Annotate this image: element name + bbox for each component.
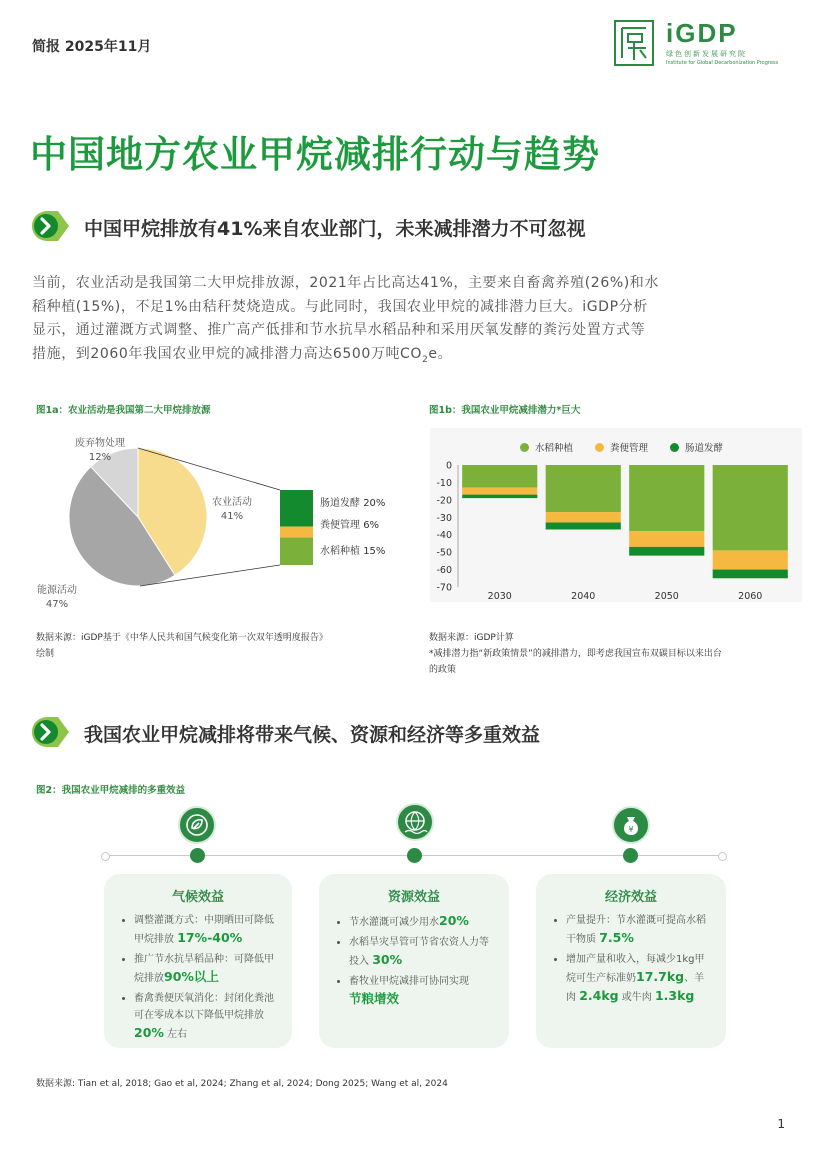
card-title: 气候效益 <box>171 890 224 905</box>
section-arrow-icon <box>30 210 70 242</box>
fig2-caption: 图2：我国农业甲烷减排的多重效益 <box>36 785 186 796</box>
x-tick-label: 2040 <box>571 591 596 602</box>
fig1b-source: 数据来源：iGDP计算 *减排潜力指“新政策情景”的减排潜力，即考虑我国宣布双碳目标以来出台 的政策 <box>429 633 722 675</box>
section-arrow-icon <box>30 716 70 748</box>
breakdown-segment <box>280 490 313 527</box>
y-tick-label: -40 <box>436 530 452 542</box>
pie-label-name: 农业活动 <box>212 497 252 508</box>
pie-label-name: 能源活动 <box>37 585 77 596</box>
bar-segment <box>546 512 621 522</box>
leaf-cycle-icon <box>178 806 216 844</box>
intro-last-suffix: e。 <box>428 345 453 362</box>
list-item: • 节水灌溉可减少用水20% <box>349 912 495 931</box>
page-title: 中国地方农业甲烷减排行动与趋势 <box>30 133 600 176</box>
bar-segment <box>546 465 621 512</box>
timeline-node <box>190 848 205 863</box>
bar-segment <box>462 465 537 488</box>
x-tick-label: 2030 <box>487 591 512 602</box>
globe-water-icon <box>396 803 434 841</box>
bar-segment <box>462 495 537 498</box>
legend-item: 粪便管理 <box>595 440 648 454</box>
fig1a-source: 数据来源：iGDP基于《中华人民共和国气候变化第一次双年透明度报告》 绘制 <box>36 633 328 659</box>
bar-segment <box>713 550 788 569</box>
list-item: • 调整灌溉方式：中期晒田可降低甲烷排放 17%-40% <box>134 912 278 948</box>
breakdown-segment <box>280 538 313 565</box>
bar-segment <box>713 570 788 579</box>
list-item: • 产量提升：节水灌溉可提高水稻干物质 7.5% <box>566 912 712 948</box>
list-item: • 畜牧业甲烷减排可协同实现 节粮增效 <box>349 973 495 1009</box>
card-title: 资源效益 <box>387 890 440 905</box>
list-item: • 畜禽粪便厌氧消化：封闭化粪池可在零成本以下降低甲烷排放 20% 左右 <box>134 990 278 1043</box>
card-list <box>550 912 712 1009</box>
breakdown-segment <box>280 527 313 538</box>
list-item: • 推广节水抗旱稻品种：可降低甲烷排放90%以上 <box>134 951 278 987</box>
timeline-node <box>623 848 638 863</box>
pie-label-name: 废弃物处理 <box>75 438 125 449</box>
intro-line: 当前，农业活动是我国第二大甲烷排放源，2021年占比高达41%，主要来自畜禽养殖(26%)和水 <box>32 275 659 291</box>
timeline-end-dot <box>718 852 727 861</box>
money-bag-icon <box>612 806 650 844</box>
y-tick-label: -30 <box>436 512 452 524</box>
card-list <box>333 912 495 1012</box>
brief-label: 简报 2025年11月 <box>32 39 152 55</box>
x-tick-label: 2050 <box>654 591 679 602</box>
igdp-logo <box>614 20 789 70</box>
y-tick-label: -20 <box>436 495 452 507</box>
pie-label-value: 12% <box>88 452 112 463</box>
bar-segment <box>629 465 704 531</box>
fig1b-legend <box>520 440 723 454</box>
section1-title: 中国甲烷排放有41%来自农业部门，未来减排潜力不可忽视 <box>84 218 586 240</box>
benefit-card-resource <box>319 874 509 1048</box>
card-list <box>118 912 278 1046</box>
intro-paragraph <box>32 272 784 372</box>
logo-chinese-name: 绿色创新发展研究院 <box>666 50 747 58</box>
y-tick-label: 0 <box>445 460 452 472</box>
bar-segment <box>629 531 704 547</box>
benefit-card-economic <box>536 874 726 1048</box>
bar-segment <box>629 547 704 556</box>
bar-segment <box>713 465 788 550</box>
intro-line: 稻种植(15%)，不足1%由秸秆焚烧造成。与此同时，我国农业甲烷的减排潜力巨大。iGDP分析 <box>32 298 648 315</box>
list-item: • 水稻旱灾旱管可节省农资人力等投入 30% <box>349 934 495 970</box>
igdp-seal-icon <box>614 20 654 66</box>
intro-last-text: 措施，到2060年我国农业甲烷的减排潜力高达6500万吨CO <box>32 345 423 362</box>
y-tick-label: -70 <box>436 582 452 594</box>
pie-label-agri <box>212 496 252 524</box>
pie-label-waste <box>75 437 125 465</box>
fig2-source: 数据来源: Tian et al, 2018; Gao et al, 2024; Zhang et al, 2024; Dong 2025; Wang et al, 2024 <box>36 1079 448 1089</box>
intro-line: 显示，通过灌溉方式调整、推广高产低排和节水抗旱水稻品种和采用厌氧发酵的粪污处置方式等 <box>32 322 646 338</box>
y-tick-label: -60 <box>436 565 452 577</box>
breakdown-label-enteric: 肠道发酵 20% <box>320 498 386 509</box>
fig1b-caption: 图1b：我国农业甲烷减排潜力*巨大 <box>429 405 581 416</box>
pie-label-value: 47% <box>45 599 69 610</box>
legend-item: 肠道发酵 <box>670 440 723 454</box>
bar-segment <box>462 488 537 495</box>
breakdown-label-manure: 粪便管理 6% <box>320 520 380 531</box>
card-title: 经济效益 <box>604 890 657 905</box>
y-tick-label: -50 <box>436 547 452 559</box>
list-item: • 增加产量和收入，每减少1kg甲烷可生产标准奶17.7kg、羊肉 2.4kg 或牛肉 1.3kg <box>566 951 712 1006</box>
legend-item: 水稻种植 <box>520 440 573 454</box>
pie-label-energy <box>37 584 77 612</box>
logo-english-name: Institute for Global Decarbonization Progress <box>666 60 779 66</box>
bar-segment <box>546 523 621 530</box>
y-tick-label: -10 <box>436 477 452 489</box>
timeline-end-dot <box>101 852 110 861</box>
x-tick-label: 2060 <box>738 591 763 602</box>
benefit-card-climate <box>104 874 292 1048</box>
logo-name: iGDP <box>666 18 738 48</box>
svg-text:¥: ¥ <box>628 825 634 834</box>
intro-line <box>32 343 784 372</box>
page-number: 1 <box>777 1117 785 1131</box>
breakdown-label-rice: 水稻种植 15% <box>320 546 386 557</box>
stacked-bar-chart <box>430 455 802 605</box>
section2-title: 我国农业甲烷减排将带来气候、资源和经济等多重效益 <box>84 724 541 746</box>
co2-subscript: 2 <box>422 354 429 365</box>
pie-label-value: 41% <box>220 511 244 522</box>
fig1a-caption: 图1a：农业活动是我国第二大甲烷排放源 <box>36 405 211 416</box>
timeline-node <box>407 848 422 863</box>
